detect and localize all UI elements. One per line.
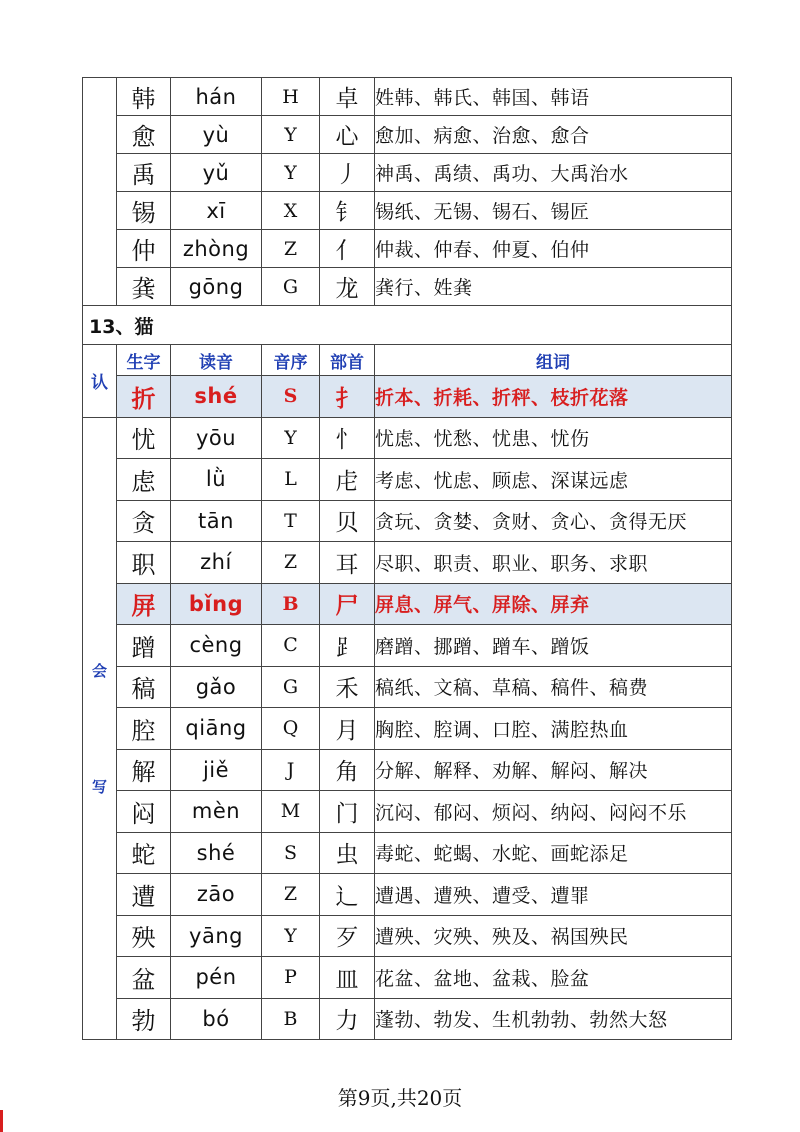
row-words: 遭遇、遭殃、遭受、遭罪 [375, 874, 732, 916]
row-pinyin: gōng [171, 268, 262, 306]
row-radical: 力 [320, 998, 375, 1040]
row-char: 仲 [117, 230, 171, 268]
row-char: 腔 [117, 708, 171, 750]
row-index: Z [262, 542, 320, 584]
group-cell-empty [83, 78, 117, 306]
row-pinyin: yǔ [171, 154, 262, 192]
table-row [83, 957, 732, 999]
row-char: 闷 [117, 791, 171, 833]
row-char: 解 [117, 749, 171, 791]
row-pinyin: cèng [171, 625, 262, 667]
row-radical: 辶 [320, 874, 375, 916]
row-radical: 歹 [320, 915, 375, 957]
row-pinyin: pén [171, 957, 262, 999]
row-char: 龚 [117, 268, 171, 306]
row-pinyin: yù [171, 116, 262, 154]
table-row [83, 230, 732, 268]
row-pinyin: zhí [171, 542, 262, 584]
row-index: H [262, 78, 320, 116]
row-words: 贪玩、贪婪、贪财、贪心、贪得无厌 [375, 500, 732, 542]
group-label-xie: 写 [91, 777, 107, 796]
row-index: B [262, 998, 320, 1040]
row-radical: 虍 [320, 459, 375, 501]
table-row [83, 874, 732, 916]
row-words: 胸腔、腔调、口腔、满腔热血 [375, 708, 732, 750]
table-row [83, 78, 732, 116]
row-char: 韩 [117, 78, 171, 116]
row-radical: 尸 [320, 583, 375, 625]
row-index: S [262, 376, 320, 418]
row-words: 折本、折耗、折秤、枝折花落 [375, 376, 732, 418]
table-row [83, 192, 732, 230]
row-pinyin: yāng [171, 915, 262, 957]
row-radical: 扌 [320, 376, 375, 418]
row-pinyin: bó [171, 998, 262, 1040]
previous-lesson-rows [83, 78, 732, 306]
row-radical: 皿 [320, 957, 375, 999]
row-words: 忧虑、忧愁、忧患、忧伤 [375, 417, 732, 459]
table-row [83, 915, 732, 957]
row-index: Y [262, 915, 320, 957]
row-pinyin: hán [171, 78, 262, 116]
table-row [83, 708, 732, 750]
row-words: 磨蹭、挪蹭、蹭车、蹭饭 [375, 625, 732, 667]
row-radical: 丿 [320, 154, 375, 192]
table-row [83, 625, 732, 667]
row-char: 盆 [117, 957, 171, 999]
row-words: 尽职、职责、职业、职务、求职 [375, 542, 732, 584]
table-row [83, 832, 732, 874]
table-row [83, 791, 732, 833]
row-char: 忧 [117, 417, 171, 459]
row-char: 贪 [117, 500, 171, 542]
row-index: Y [262, 417, 320, 459]
table-row [83, 116, 732, 154]
row-words: 沉闷、郁闷、烦闷、纳闷、闷闷不乐 [375, 791, 732, 833]
header-radical: 部首 [320, 345, 375, 376]
row-char: 稿 [117, 666, 171, 708]
row-pinyin: mèn [171, 791, 262, 833]
row-radical: ⻊ [320, 625, 375, 667]
row-index: J [262, 749, 320, 791]
row-radical: 虫 [320, 832, 375, 874]
row-radical: 门 [320, 791, 375, 833]
group-label-ren: 认 [83, 345, 117, 418]
row-index: M [262, 791, 320, 833]
table-row [83, 459, 732, 501]
table-header-row [83, 345, 732, 376]
row-pinyin: qiāng [171, 708, 262, 750]
row-words: 分解、解释、劝解、解闷、解决 [375, 749, 732, 791]
row-pinyin: lǜ [171, 459, 262, 501]
row-char: 愈 [117, 116, 171, 154]
row-index: Q [262, 708, 320, 750]
table-row [83, 417, 732, 459]
row-words: 遭殃、灾殃、殃及、祸国殃民 [375, 915, 732, 957]
row-char: 蛇 [117, 832, 171, 874]
table-row [83, 154, 732, 192]
section-title: 13、猫 [83, 306, 732, 345]
row-char: 锡 [117, 192, 171, 230]
group-label-huixie [83, 417, 117, 1040]
table-row-ren [83, 376, 732, 418]
row-words: 龚行、姓龚 [375, 268, 732, 306]
row-pinyin: yōu [171, 417, 262, 459]
row-words: 屏息、屏气、屏除、屏弃 [375, 583, 732, 625]
row-index: Y [262, 154, 320, 192]
row-pinyin: zhòng [171, 230, 262, 268]
row-radical: 月 [320, 708, 375, 750]
row-index: Z [262, 874, 320, 916]
row-index: C [262, 625, 320, 667]
row-index: B [262, 583, 320, 625]
row-index: X [262, 192, 320, 230]
group-label-hui: 会 [91, 661, 107, 680]
row-char: 虑 [117, 459, 171, 501]
row-radical: 卓 [320, 78, 375, 116]
row-char: 职 [117, 542, 171, 584]
row-radical: 角 [320, 749, 375, 791]
row-index: G [262, 666, 320, 708]
row-char: 屏 [117, 583, 171, 625]
row-words: 稿纸、文稿、草稿、稿件、稿费 [375, 666, 732, 708]
row-index: L [262, 459, 320, 501]
row-index: Z [262, 230, 320, 268]
row-char: 蹭 [117, 625, 171, 667]
lesson-13-section [83, 306, 732, 418]
row-index: T [262, 500, 320, 542]
row-char: 遭 [117, 874, 171, 916]
table-row [83, 268, 732, 306]
table-row [83, 583, 732, 625]
header-pinyin: 读音 [171, 345, 262, 376]
table-row [83, 542, 732, 584]
row-radical: 心 [320, 116, 375, 154]
row-words: 锡纸、无锡、锡石、锡匠 [375, 192, 732, 230]
row-pinyin: shé [171, 376, 262, 418]
row-pinyin: shé [171, 832, 262, 874]
row-pinyin: xī [171, 192, 262, 230]
row-radical: 钅 [320, 192, 375, 230]
row-words: 毒蛇、蛇蝎、水蛇、画蛇添足 [375, 832, 732, 874]
row-words: 仲裁、仲春、仲夏、伯仲 [375, 230, 732, 268]
row-pinyin: bǐng [171, 583, 262, 625]
row-words: 蓬勃、勃发、生机勃勃、勃然大怒 [375, 998, 732, 1040]
row-index: P [262, 957, 320, 999]
row-words: 神禹、禹绩、禹功、大禹治水 [375, 154, 732, 192]
row-index: Y [262, 116, 320, 154]
row-radical: 贝 [320, 500, 375, 542]
row-char: 禹 [117, 154, 171, 192]
row-radical: 龙 [320, 268, 375, 306]
page-footer: 第9页,共20页 [337, 1086, 463, 1110]
row-pinyin: gǎo [171, 666, 262, 708]
header-words: 组词 [375, 345, 732, 376]
row-index: S [262, 832, 320, 874]
row-words: 姓韩、韩氏、韩国、韩语 [375, 78, 732, 116]
row-char: 勃 [117, 998, 171, 1040]
row-pinyin: tān [171, 500, 262, 542]
write-rows [83, 417, 732, 1040]
row-radical: 忄 [320, 417, 375, 459]
row-pinyin: jiě [171, 749, 262, 791]
table-row [83, 749, 732, 791]
header-char: 生字 [117, 345, 171, 376]
edge-mark [0, 1110, 3, 1132]
row-words: 愈加、病愈、治愈、愈合 [375, 116, 732, 154]
row-radical: 禾 [320, 666, 375, 708]
row-radical: 耳 [320, 542, 375, 584]
row-words: 花盆、盆地、盆栽、脸盆 [375, 957, 732, 999]
row-index: G [262, 268, 320, 306]
row-char: 折 [117, 376, 171, 418]
table-row [83, 998, 732, 1040]
header-index: 音序 [262, 345, 320, 376]
row-words: 考虑、忧虑、顾虑、深谋远虑 [375, 459, 732, 501]
row-char: 殃 [117, 915, 171, 957]
row-radical: 亻 [320, 230, 375, 268]
vocabulary-table [82, 77, 732, 1040]
row-pinyin: zāo [171, 874, 262, 916]
table-row [83, 666, 732, 708]
table-row [83, 500, 732, 542]
